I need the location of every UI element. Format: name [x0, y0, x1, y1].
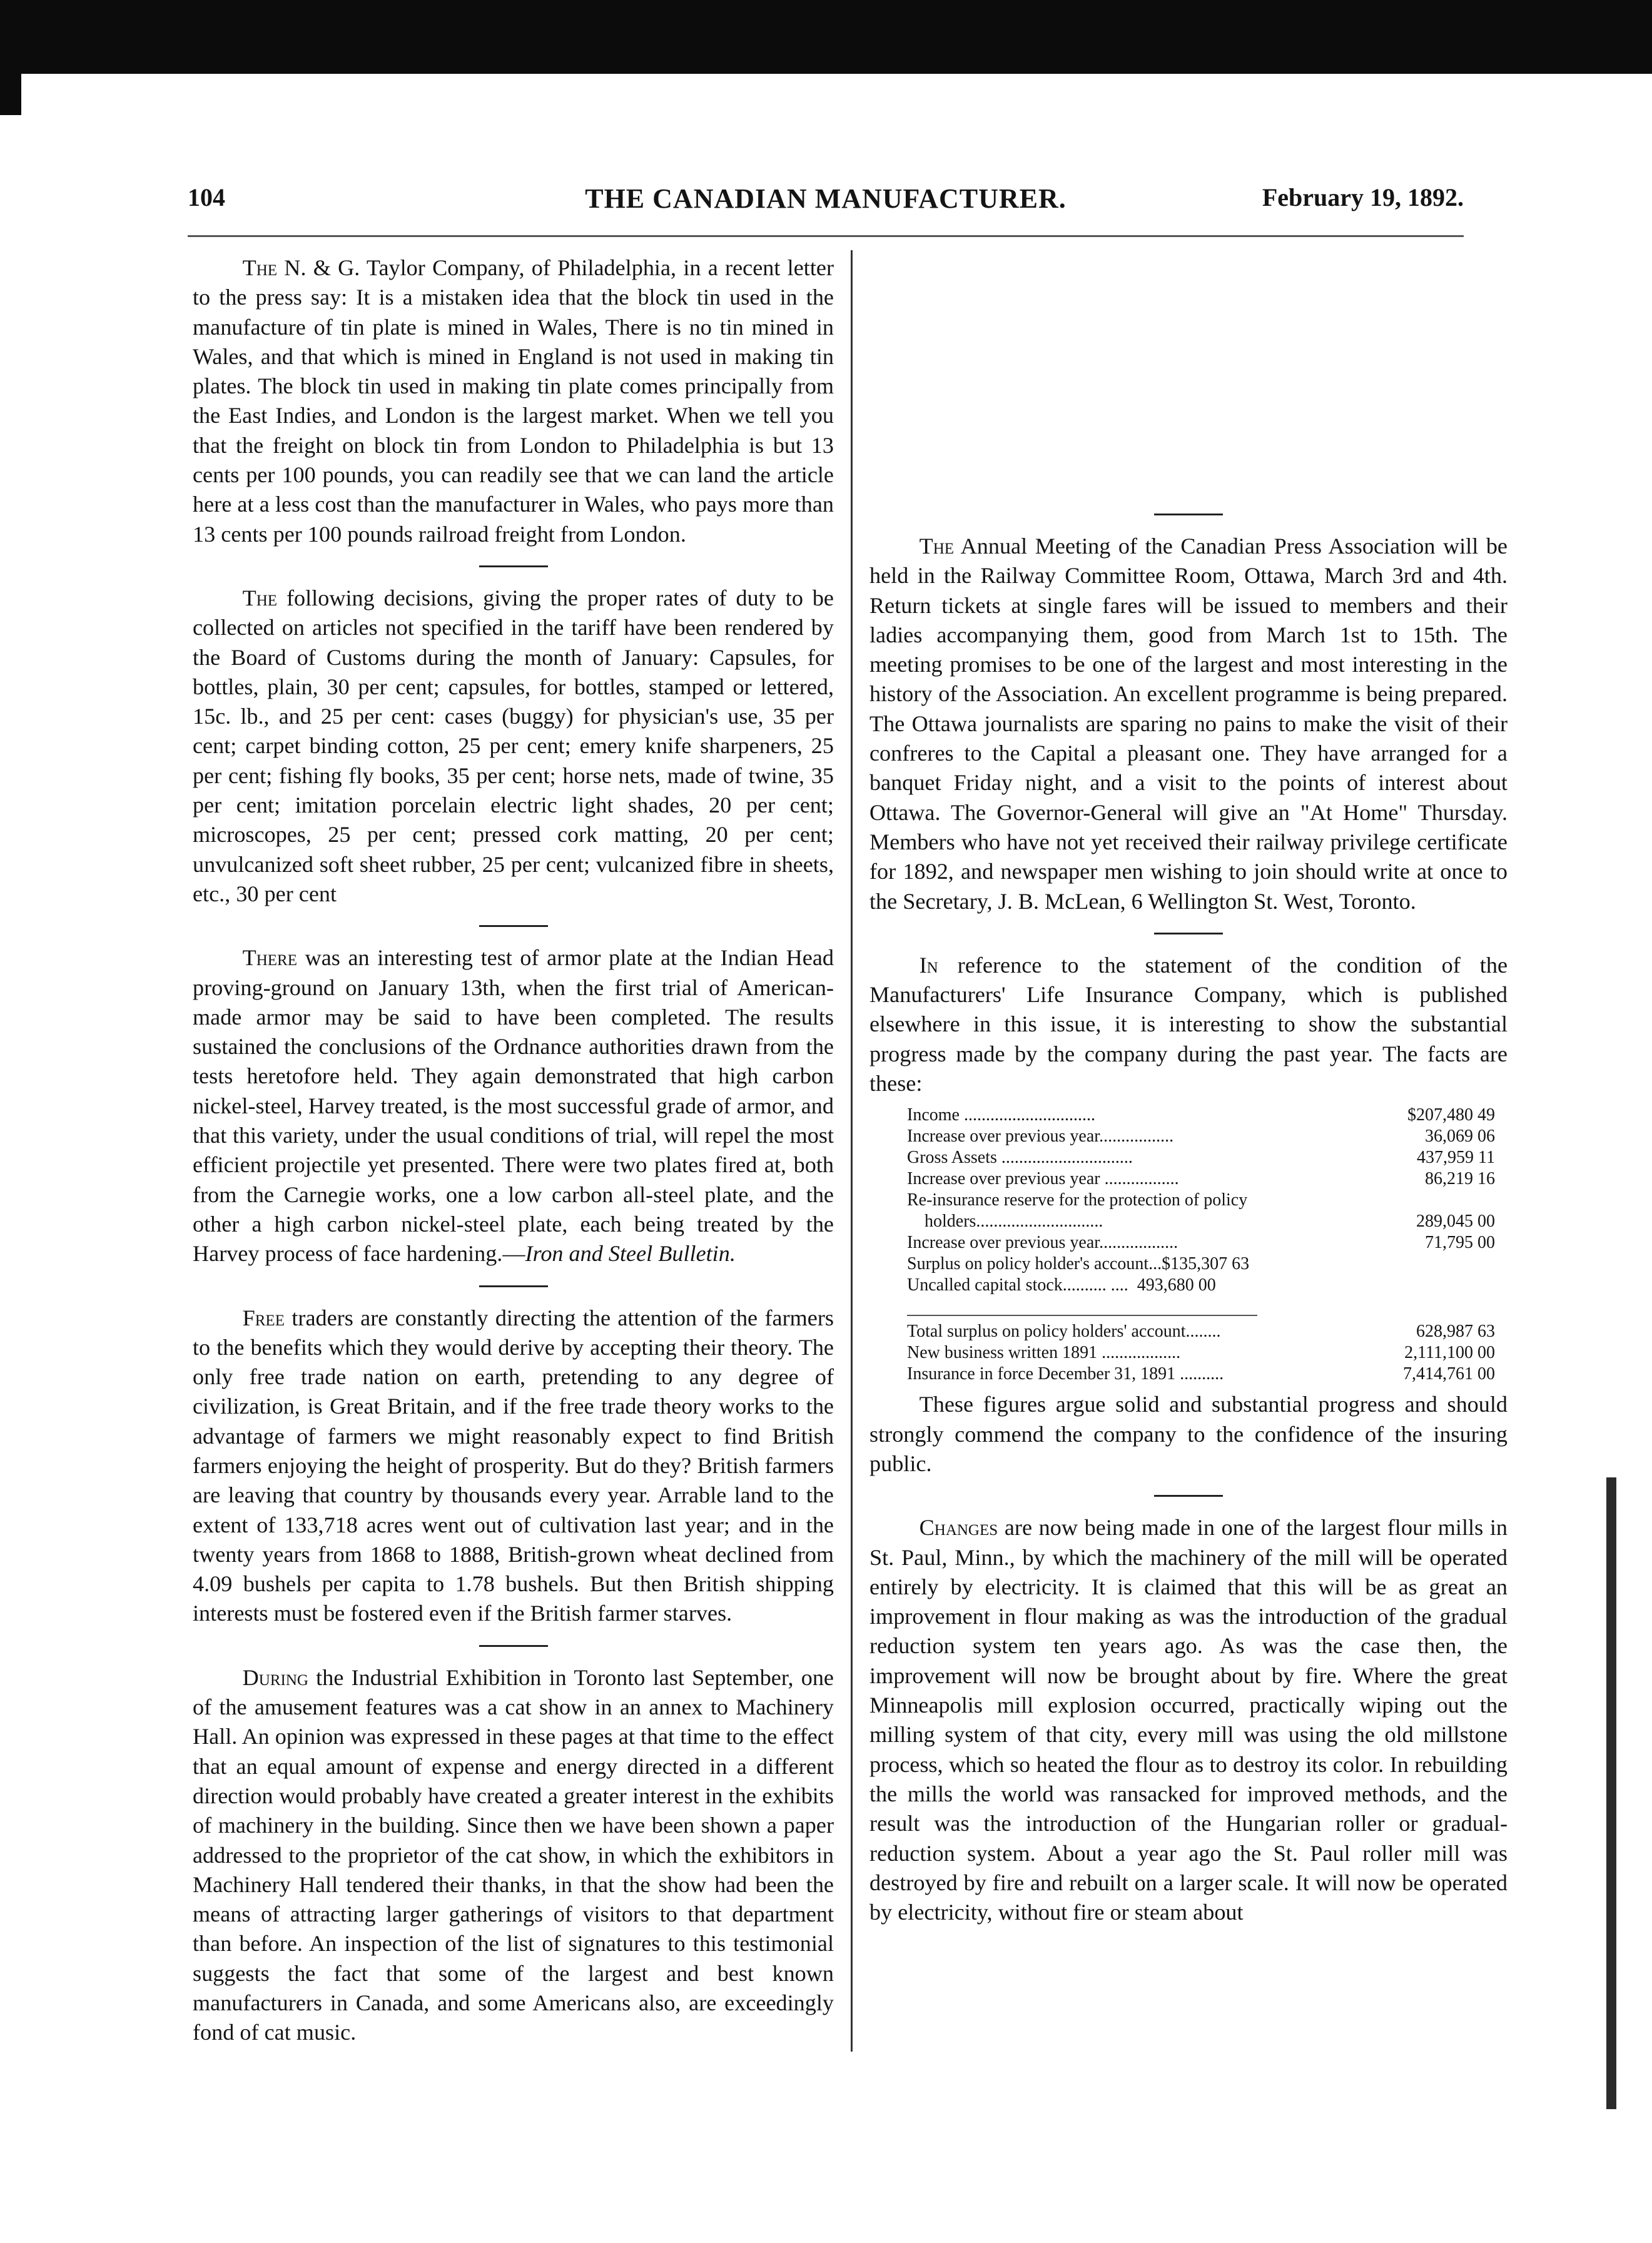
stat-row — [907, 1232, 1495, 1253]
insurance-stats-table — [907, 1105, 1495, 1385]
stat-label: Uncalled capital stock.......... .... 493,680 00 — [907, 1275, 1216, 1295]
stat-value: $207,480 49 — [1407, 1105, 1495, 1125]
masthead-title: THE CANADIAN MANUFACTURER. — [585, 183, 1067, 214]
section-separator — [1154, 514, 1223, 515]
stat-label: Insurance in force December 31, 1891 .......... — [907, 1364, 1224, 1384]
article-source: Iron and Steel Bulletin. — [525, 1241, 736, 1267]
page-number: 104 — [188, 183, 225, 211]
stat-value: 7,414,761 00 — [1403, 1364, 1495, 1384]
left-column — [193, 253, 834, 2048]
right-column — [869, 253, 1508, 1927]
scan-top-border — [0, 0, 1652, 74]
column-divider — [851, 250, 853, 2052]
stat-label: Increase over previous year.................. — [907, 1233, 1178, 1253]
stat-value: 86,219 16 — [1425, 1169, 1495, 1189]
stat-value: 437,959 11 — [1417, 1148, 1495, 1168]
stat-label: Surplus on policy holder's account...$135,307 63 — [907, 1254, 1250, 1274]
stats-total-rule — [907, 1296, 1257, 1316]
section-separator — [1154, 933, 1223, 934]
stat-label: Total surplus on policy holders' account........ — [907, 1322, 1221, 1342]
continued-text-space — [869, 253, 1508, 497]
article-armor-plate: There was an interesting test of armor plate at the Indian Head proving-ground on January 13th, when the first trial of American-made armor may be said to have been completed. The results sustained the conclusions of the Ordnance authorities drawn from the tests heretofore held. They again demonstrated that high carbon nickel-steel, Harvey treated, is the most successful grade of armor, and that this variety, under the usual conditions of trial, will repel the most efficient projectile yet presented. There were two plates fired at, both from the Carnegie works, one a low carbon all-steel plate, and the other a high carbon nickel-steel plate, each being treated by the Harvey process of face hardening.—Iron and Steel Bulletin. — [193, 945, 834, 1267]
section-separator — [479, 1645, 548, 1647]
issue-date: February 19, 1892. — [1262, 183, 1464, 211]
stat-row — [907, 1211, 1495, 1232]
stat-row — [907, 1105, 1495, 1126]
article-flour-mill: Changes are now being made in one of the largest flour mills in St. Paul, Minn., by which the machinery of the mill will be operated entirely by electricity. It is claimed that this will be as great an improvement in flour making as was the introduction of the gradual reduction system ten years ago. As was the case then, the improvement will now be brought about by fire. Where the great Minneapolis mill explosion occurred, practically wiping out the milling system of that city, every mill was using the old millstone process, which so heated the flour as to destroy its color. In rebuilding the mills the world was ransacked for improved methods, and the result was the introduction of the Hungarian roller or gradual-reduction system. About a year ago the St. Paul roller mill was destroyed by fire and rebuilt on a larger scale. It will now be operated by electricity, without fire or steam about — [869, 1515, 1508, 1925]
section-separator — [479, 565, 548, 567]
article-press-association: The Annual Meeting of the Canadian Press Association will be held in the Railway Committee Room, Ottawa, March 3rd and 4th. Return tickets at single fares will be issued to members and their ladies accompanying them, good from March 1st to 15th. The meeting promises to be one of the largest and most interesting in the history of the Association. An excellent programme is being prepared. The Ottawa journalists are sparing no pains to make the visit of their confreres to the Capital a pleasant one. They have arranged for a banquet Friday night, and a visit to the points of interest about Ottawa. The Governor-General will give an "At Home" Thursday. Members who have not yet received their railway privilege certificate for 1892, and newspaper men wishing to join should write at once to the Secretary, J. B. McLean, 6 Wellington St. West, Toronto. — [869, 534, 1508, 914]
stat-value: 71,795 00 — [1425, 1233, 1495, 1253]
article-free-trade: Free traders are constantly directing the attention of the farmers to the benefits which they would derive by accepting their theory. The only free trade nation on earth, pretending to any degree of civilization, is Great Britain, and if the free trade theory works to the advantage of farmers we might reasonably expect to find British farmers enjoying the height of prosperity. But do they? British farmers are leaving that country by thousands every year. Arrable land to the extent of 133,718 acres went out of cultivation last year; and in the twenty years from 1868 to 1888, British-grown wheat declined from 4.09 bushels per capita to 1.78 bushels. But then British shipping interests must be fostered even if the British farmer starves. — [193, 1305, 834, 1626]
stat-row — [907, 1321, 1495, 1342]
insurance-closing: These figures argue solid and substantial progress and should strongly commend the company to the confidence of the insuring public. — [869, 1392, 1508, 1476]
stat-row — [907, 1342, 1495, 1364]
stat-row — [907, 1147, 1495, 1168]
stat-value: 36,069 06 — [1425, 1127, 1495, 1147]
page-header — [188, 183, 1464, 223]
stat-row — [907, 1168, 1495, 1190]
stat-value — [1370, 1275, 1495, 1296]
stat-label: Gross Assets .............................. — [907, 1148, 1133, 1168]
stat-label: Income .............................. — [907, 1105, 1095, 1125]
stat-label: Increase over previous year ................. — [907, 1169, 1179, 1189]
stat-row — [907, 1275, 1495, 1296]
scan-edge-mark — [0, 74, 21, 115]
stat-value: 289,045 00 — [1416, 1212, 1495, 1232]
stat-value: 628,987 63 — [1416, 1322, 1495, 1342]
stat-label: Re-insurance reserve for the protection of policy — [907, 1190, 1248, 1210]
stat-label: holders............................. — [907, 1212, 1103, 1232]
article-tin-plate: The N. & G. Taylor Company, of Philadelphia, in a recent letter to the press say: It is a mistaken idea that the block tin used in the manufacture of tin plate is mined in Wales, There is no tin mined in Wales, and that which is mined in England is not used in making tin plates. The block tin used in making tin plate comes principally from the East Indies, and London is the largest market. When we tell you that the freight on block tin from London to Philadelphia is but 13 cents per 100 pounds, you can readily see that we can land the article here at a less cost than the manufacturer in Wales, who pays more than 13 cents per 100 pounds railroad freight from London. — [193, 255, 834, 547]
section-separator — [479, 1285, 548, 1287]
stat-label: New business written 1891 .................. — [907, 1343, 1181, 1363]
scan-margin-mark — [1606, 1477, 1616, 2109]
section-separator — [479, 925, 548, 927]
stat-value: 2,111,100 00 — [1404, 1343, 1495, 1363]
stat-row — [907, 1126, 1495, 1147]
stat-value — [1370, 1190, 1495, 1211]
section-separator — [1154, 1495, 1223, 1497]
article-customs-duty: The following decisions, giving the proper rates of duty to be collected on articles not specified in the tariff have been rendered by the Board of Customs during the month of January: Capsules, for bottles, plain, 30 per cent; capsules, for bottles, stamped or lettered, 15c. lb., and 25 per cent: cases (buggy) for physician's use, 35 per cent; carpet binding cotton, 25 per cent; emery knife sharpeners, 25 per cent; fishing fly books, 35 per cent; horse nets, made of twine, 35 per cent; imitation porcelain electric light shades, 20 per cent; microscopes, 25 per cent; pressed cork matting, 20 per cent; unvulcanized soft sheet rubber, 25 per cent; vulcanized fibre in sheets, etc., 30 per cent — [193, 585, 834, 906]
stat-row — [907, 1364, 1495, 1385]
stat-row — [907, 1190, 1495, 1211]
stat-row — [907, 1253, 1495, 1275]
stat-label: Increase over previous year................. — [907, 1127, 1174, 1147]
stat-value — [1370, 1253, 1495, 1275]
article-life-insurance: In reference to the statement of the condition of the Manufacturers' Life Insurance Company, which is published elsewhere in this issue, it is interesting to show the substantial progress made by the company during the past year. The facts are these: — [869, 952, 1508, 1096]
article-cat-show: During the Industrial Exhibition in Toronto last September, one of the amusement features was a cat show in an annex to Machinery Hall. An opinion was expressed in these pages at that time to the effect that an equal amount of expense and energy directed in a different direction would probably have created a greater interest in the exhibits of machinery in the building. Since then we have been shown a paper addressed to the proprietor of the cat show, in which the exhibitors in Machinery Hall tendered their thanks, in that the show had been the means of attracting larger gatherings of visitors to that department than before. An inspection of the list of signatures to this testimonial suggests the fact that some of the largest and best known manufacturers in Canada, and some Americans also, are exceedingly fond of cat music. — [193, 1664, 834, 2045]
header-rule — [188, 235, 1464, 237]
